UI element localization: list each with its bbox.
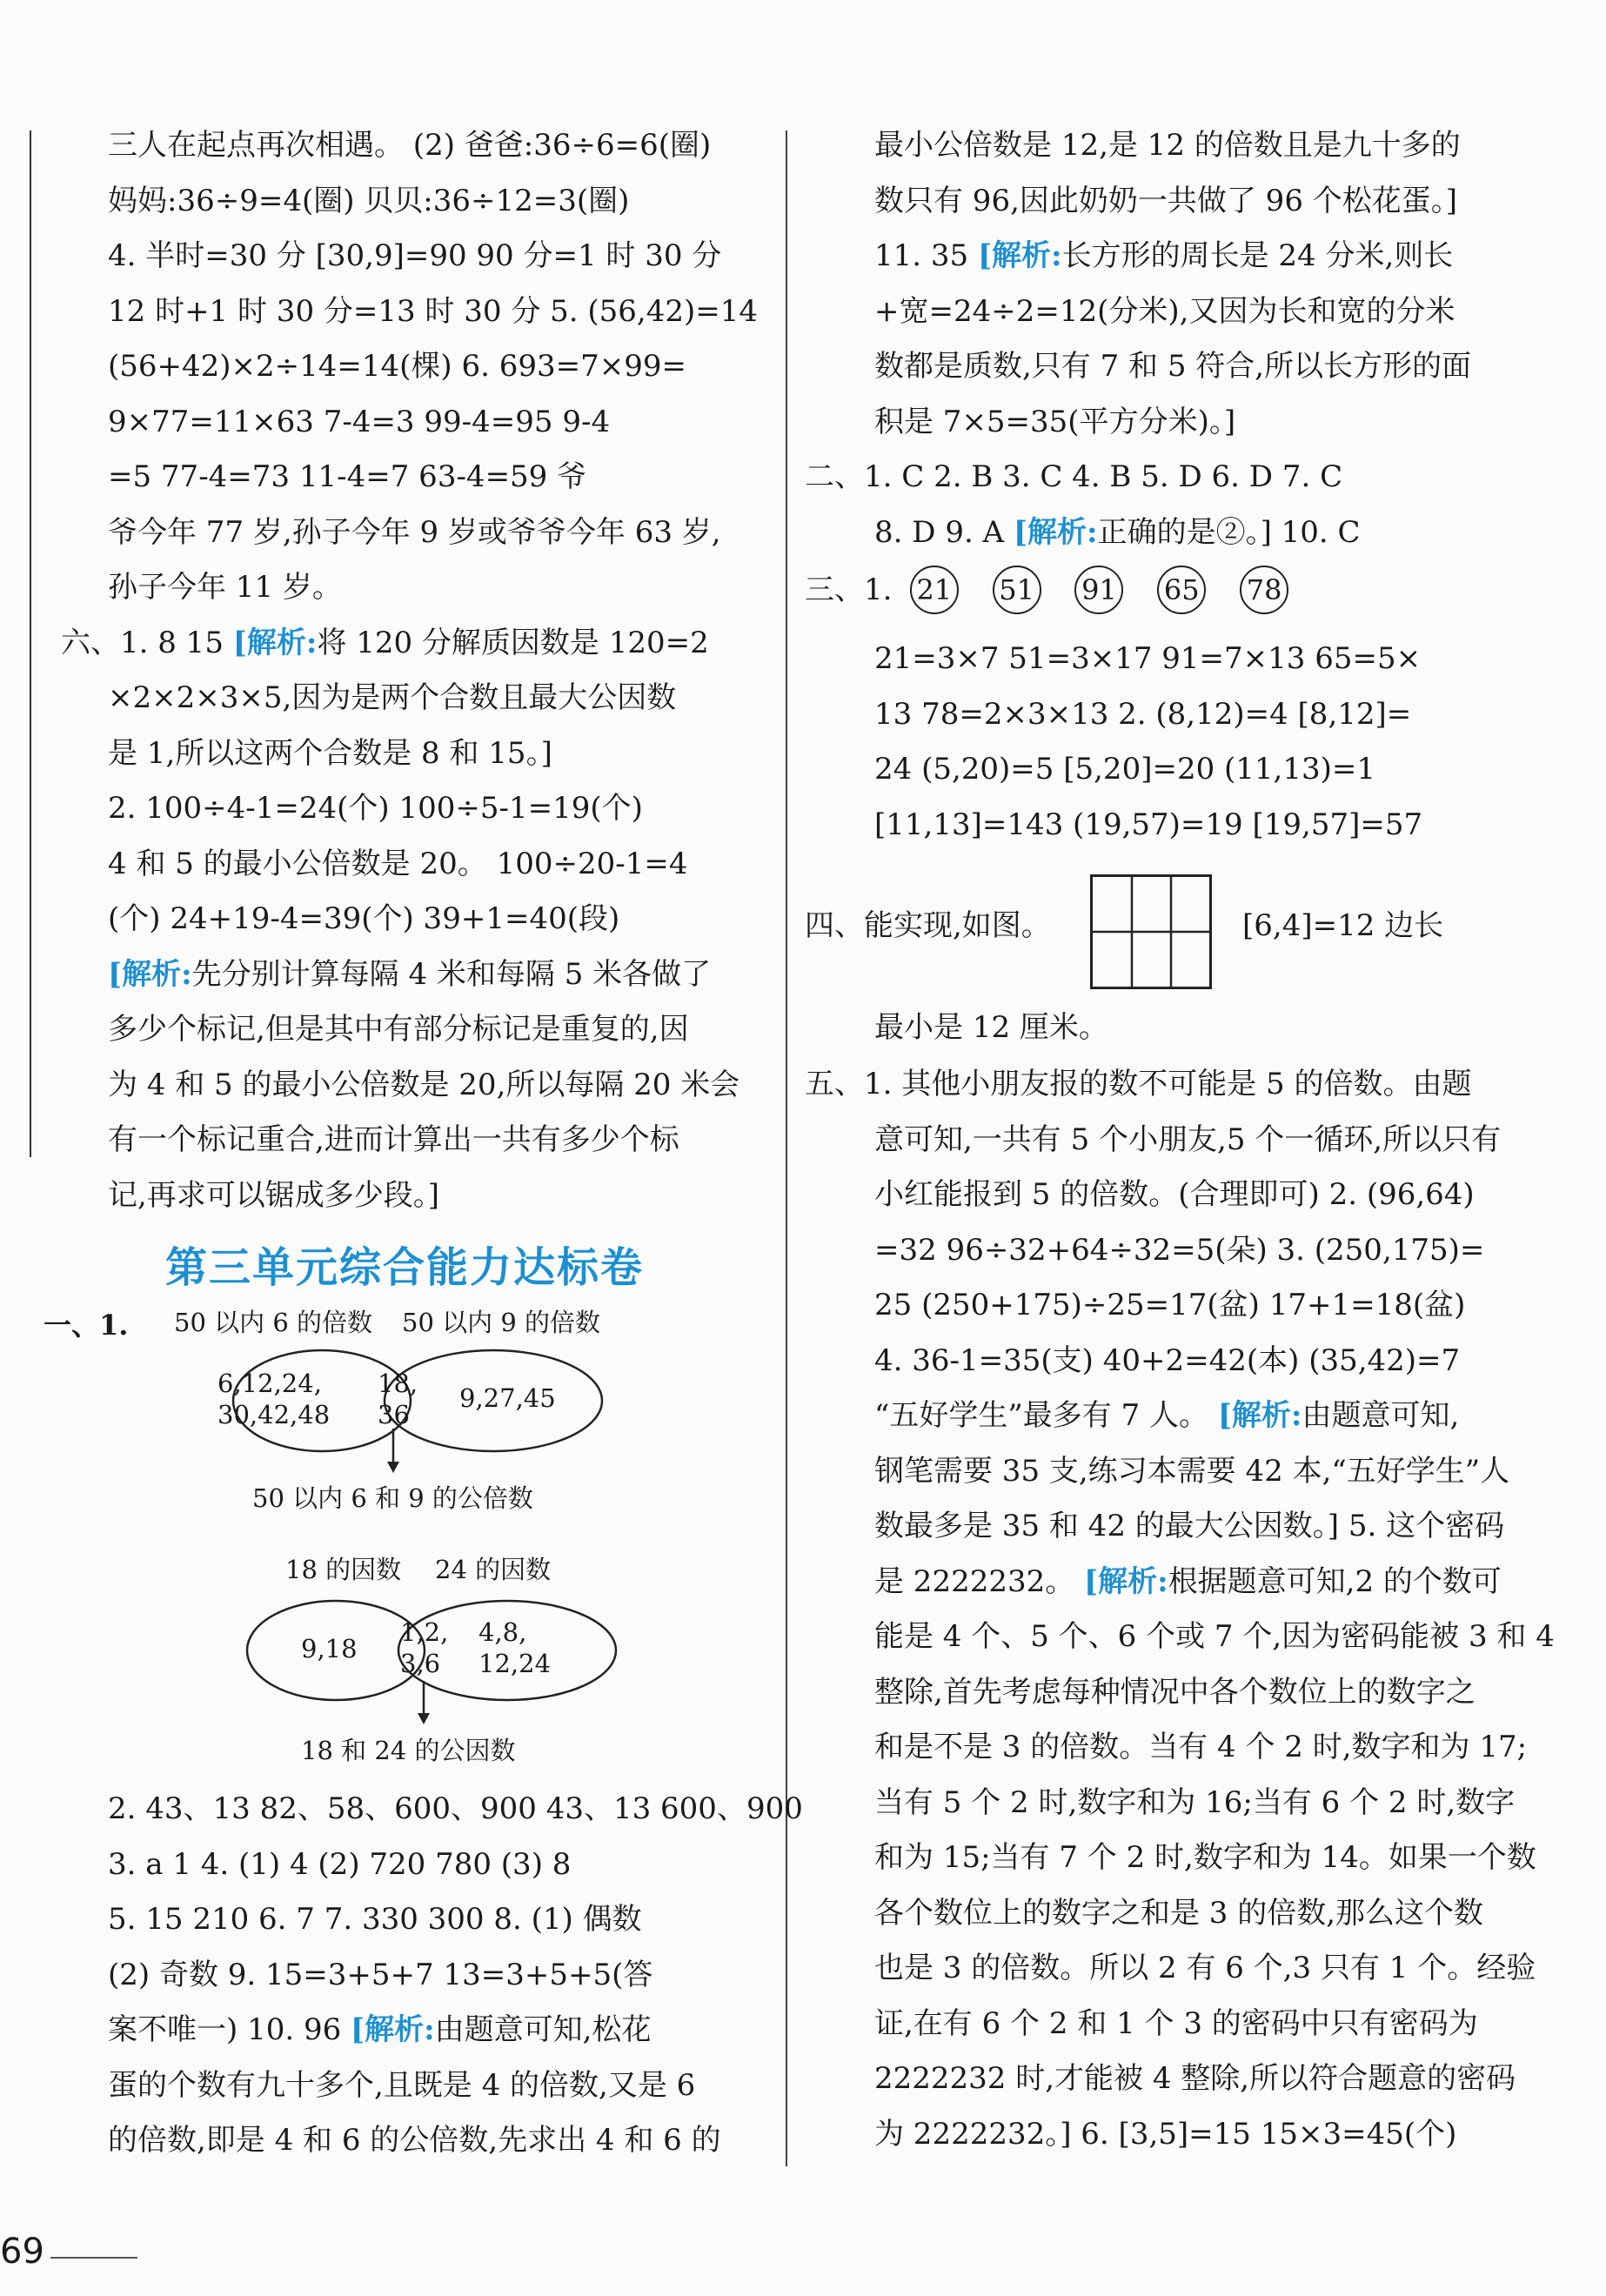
text-line: =32 96÷32+64÷32=5(朵) 3. (250,175)=: [874, 1232, 1485, 1268]
text-line: 小红能报到 5 的倍数。(合理即可) 2. (96,64): [874, 1177, 1475, 1212]
analysis-line: [解析:先分别计算每隔 4 米和每隔 5 米各做了: [108, 956, 712, 992]
venn-right-header: 24 的因数: [435, 1555, 552, 1584]
text-line: 六、1. 8 15 [解析:将 120 分解质因数是 120=2: [61, 625, 709, 660]
text-line: 9×77=11×63 7-4=3 99-4=95 9-4: [108, 404, 611, 439]
text-line: 8. D 9. A [解析:正确的是②。] 10. C: [874, 514, 1361, 550]
text-line: 多少个标记,但是其中有部分标记是重复的,因: [108, 1012, 689, 1047]
analysis-marker: [解析:: [1013, 514, 1098, 550]
venn-text: 12,24: [478, 1649, 552, 1678]
analysis-marker: [解析:: [977, 238, 1062, 273]
item-number: 一、1.: [43, 1309, 129, 1342]
venn-right-header: 50 以内 9 的倍数: [402, 1308, 601, 1337]
circled-number: 78: [1240, 566, 1288, 614]
text-line: 积是 7×5=35(平方分米)。]: [874, 404, 1236, 439]
venn-text: 30,42,48: [217, 1400, 331, 1429]
text-line: 能是 4 个、5 个、6 个或 7 个,因为密码能被 3 和 4: [874, 1619, 1555, 1654]
text-line: 是 1,所以这两个合数是 8 和 15。]: [108, 735, 552, 771]
venn-left-only: 9,18: [301, 1634, 358, 1663]
four-line-right: [6,4]=12 边长: [1242, 908, 1444, 943]
venn-caption: 50 以内 6 和 9 的公倍数: [252, 1483, 533, 1513]
four-next-line: 最小是 12 厘米。: [874, 1010, 1108, 1045]
text-line: 为 2222232。] 6. [3,5]=15 15×3=45(个): [874, 2116, 1457, 2152]
text-line: 和为 15;当有 7 个 2 时,数字和为 14。如果一个数: [874, 1840, 1536, 1875]
text-line: 证,在有 6 个 2 和 1 个 3 的密码中只有密码为: [874, 2005, 1478, 2041]
text-line: 数都是质数,只有 7 和 5 符合,所以长方形的面: [874, 349, 1472, 384]
text-line: =5 77-4=73 11-4=7 63-4=59 爷: [108, 459, 587, 494]
analysis-marker: [解析:: [1084, 1563, 1168, 1599]
text-line: 当有 5 个 2 时,数字和为 16;当有 6 个 2 时,数字: [874, 1784, 1516, 1820]
text-line: “五好学生”最多有 7 人。 [解析:由题意可知,: [874, 1398, 1460, 1433]
text-line: 意可知,一共有 5 个小朋友,5 个一循环,所以只有: [874, 1121, 1502, 1157]
text-line: 2. 100÷4-1=24(个) 100÷5-1=19(个): [108, 791, 643, 826]
text-line: 记,再求可以锯成多少段。]: [108, 1177, 440, 1213]
four-line: 四、能实现,如图。: [805, 908, 1051, 943]
venn-text: 4,8,: [478, 1617, 527, 1647]
venn-diagram-multiples: [43, 1296, 757, 1523]
analysis-marker: [解析:: [1217, 1398, 1302, 1433]
left-column: [61, 118, 757, 1223]
text-line: 妈妈:36÷9=4(圈) 贝贝:36÷12=3(圈): [108, 183, 630, 218]
text-line: 5. 15 210 6. 7 7. 330 300 8. (1) 偶数: [108, 1902, 642, 1937]
right-column-c: [805, 1057, 1555, 2162]
text-line: 也是 3 的倍数。所以 2 有 6 个,3 只有 1 个。经验: [874, 1951, 1536, 1985]
text-line: 有一个标记重合,进而计算出一共有多少个标: [108, 1122, 679, 1157]
text-line: 最小公倍数是 12,是 12 的倍数且是九十多的: [874, 128, 1461, 163]
circled-number: 65: [1157, 566, 1206, 614]
rectangle-diagram: [1090, 874, 1212, 989]
text-line: 为 4 和 5 的最小公倍数是 20,所以每隔 20 米会: [108, 1067, 740, 1102]
analysis-marker: [解析:: [108, 956, 192, 992]
circled-numbers-row: [805, 566, 1313, 614]
circled-number: 51: [993, 566, 1041, 614]
text-line: 五、1. 其他小朋友报的数不可能是 5 的倍数。由题: [805, 1067, 1472, 1101]
text-line: 数最多是 35 和 42 的最大公因数。] 5. 这个密码: [874, 1509, 1505, 1543]
analysis-marker: [解析:: [351, 2012, 435, 2047]
analysis-marker: [解析:: [232, 625, 318, 660]
text-line: 4. 36-1=35(支) 40+2=42(本) (35,42)=7: [874, 1342, 1461, 1378]
text-line: 二、1. C 2. B 3. C 4. B 5. D 6. D 7. C: [805, 459, 1343, 494]
circled-number: 91: [1074, 566, 1123, 614]
text-line: ×2×2×3×5,因为是两个合数且最大公因数: [108, 680, 677, 715]
text-line: 的倍数,即是 4 和 6 的公倍数,先求出 4 和 6 的: [108, 2123, 721, 2158]
right-column: [805, 118, 1501, 560]
text-line: 爷今年 77 岁,孙子今年 9 岁或爷爷今年 63 岁,: [108, 514, 721, 550]
text-line: 12 时+1 时 30 分=13 时 30 分 5. (56,42)=14: [108, 293, 758, 329]
section-title: 第三单元综合能力达标卷: [165, 1243, 645, 1292]
text-line: 4 和 5 的最小公倍数是 20。 100÷20-1=4: [108, 846, 688, 881]
text-line: 是 2222232。 [解析:根据题意可知,2 的个数可: [874, 1563, 1502, 1599]
text-line: 13 78=2×3×13 2. (8,12)=4 [8,12]=: [874, 696, 1412, 732]
left-margin-rule: [30, 131, 31, 1157]
text-line: (2) 奇数 9. 15=3+5+7 13=3+5+5(答: [108, 1957, 653, 1992]
venn-right-only: 9,27,45: [459, 1383, 556, 1413]
left-column-bottom: [61, 1782, 803, 2169]
venn-text: 36: [378, 1400, 410, 1429]
text-line: 25 (250+175)÷25=17(盆) 17+1=18(盆): [874, 1288, 1466, 1322]
text-line: 三人在起点再次相遇。 (2) 爸爸:36÷6=6(圈): [108, 128, 712, 163]
venn-text: 6,12,24,: [217, 1369, 322, 1398]
text-line: 数只有 96,因此奶奶一共做了 96 个松花蛋。]: [874, 183, 1458, 218]
venn-right-only: [478, 1617, 551, 1679]
circled-number: 21: [910, 566, 959, 614]
grid-lines: [1093, 877, 1209, 987]
text-line: 11. 35 [解析:长方形的周长是 24 分米,则长: [874, 238, 1454, 273]
venn-left-header: 18 的因数: [285, 1555, 402, 1584]
page-number-rule: [50, 2257, 137, 2259]
venn-left-header: 50 以内 6 的倍数: [174, 1308, 373, 1337]
page-number: 69: [0, 2232, 44, 2272]
text-line: 3. a 1 4. (1) 4 (2) 720 780 (3) 8: [108, 1846, 572, 1882]
venn-text: 1,2,: [400, 1617, 449, 1647]
text-line: 24 (5,20)=5 [5,20]=20 (11,13)=1: [874, 752, 1376, 787]
text-line: 整除,首先考虑每种情况中各个数位上的数字之: [874, 1674, 1476, 1710]
text-line: 和是不是 3 的倍数。当有 4 个 2 时,数字和为 17;: [874, 1730, 1528, 1764]
venn-diagram-factors: [43, 1550, 757, 1777]
venn-intersection: [378, 1368, 418, 1430]
venn-caption: 18 和 24 的公因数: [301, 1736, 516, 1765]
venn-text: 3,6: [400, 1649, 441, 1678]
text-line: 各个数位上的数字之和是 3 的倍数,那么这个数: [874, 1895, 1484, 1931]
item-number: 三、1.: [805, 572, 893, 607]
venn-left-only: [217, 1368, 330, 1430]
text-line: (个) 24+19-4=39(个) 39+1=40(段): [108, 901, 620, 936]
text-line: 21=3×7 51=3×17 91=7×13 65=5×: [874, 641, 1422, 676]
text-line: 案不唯一) 10. 96 [解析:由题意可知,松花: [108, 2012, 652, 2047]
text-line: 2222232 时,才能被 4 整除,所以符合题意的密码: [874, 2061, 1516, 2096]
column-divider: [786, 131, 787, 2166]
venn-intersection: [400, 1617, 448, 1679]
venn-text: 18,: [378, 1369, 418, 1398]
text-line: 4. 半时=30 分 [30,9]=90 90 分=1 时 30 分: [108, 238, 722, 273]
text-line: (56+42)×2÷14=14(棵) 6. 693=7×99=: [108, 349, 687, 384]
text-line: 孙子今年 11 岁。: [108, 570, 342, 605]
text-line: 2. 43、13 82、58、600、900 43、13 600、900: [108, 1791, 803, 1826]
text-line: 蛋的个数有九十多个,且既是 4 的倍数,又是 6: [108, 2067, 696, 2103]
text-line: +宽=24÷2=12(分米),又因为长和宽的分米: [874, 293, 1455, 329]
text-line: 钢笔需要 35 支,练习本需要 42 本,“五好学生”人: [874, 1453, 1510, 1489]
text-line: [11,13]=143 (19,57)=19 [19,57]=57: [874, 807, 1423, 842]
right-column-b: [805, 632, 1501, 853]
